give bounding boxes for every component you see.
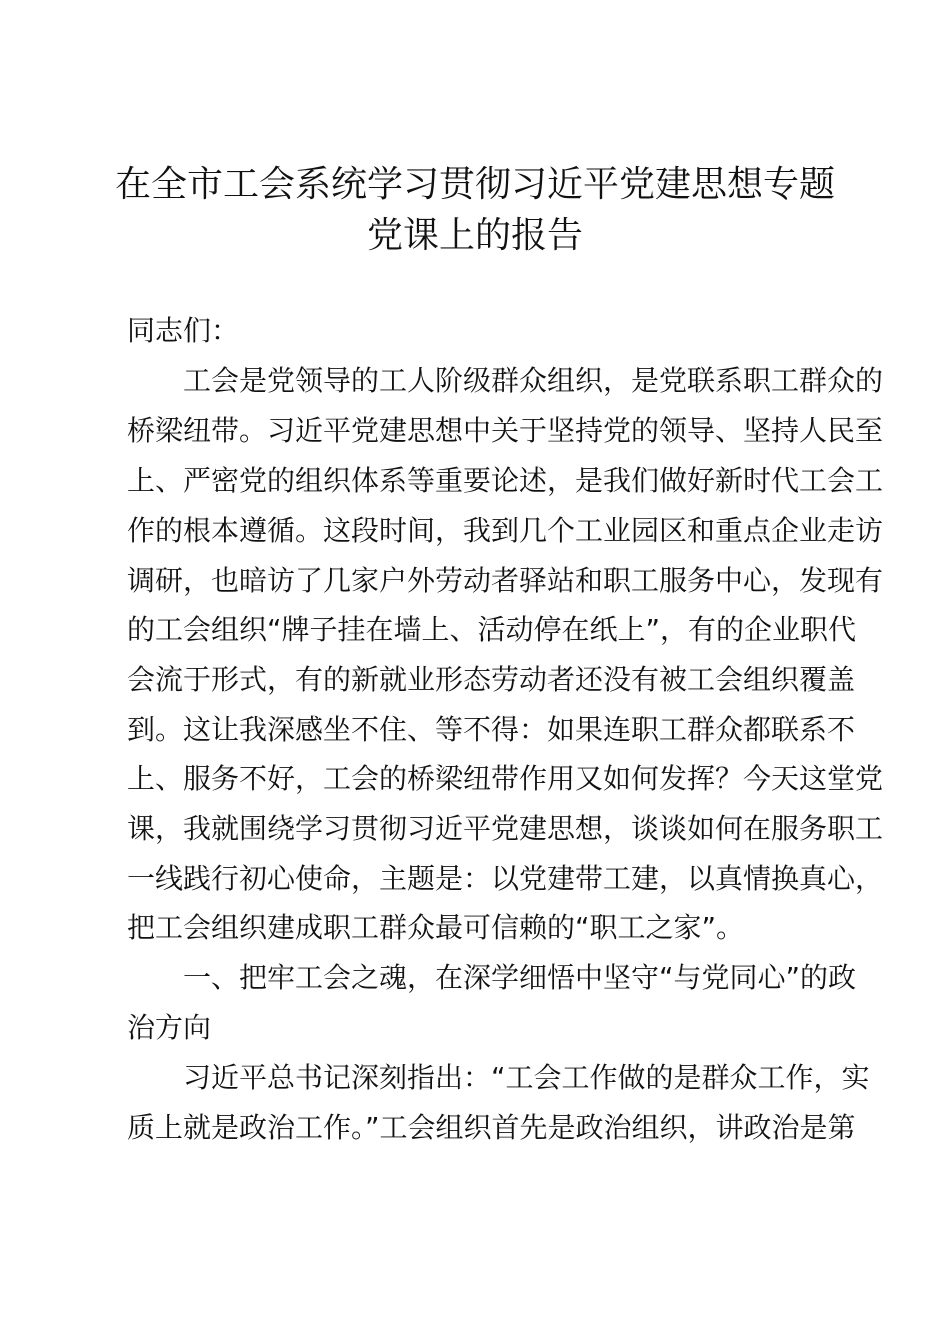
paragraph-1-line: 上、严密党的组织体系等重要论述，是我们做好新时代工会工 bbox=[127, 464, 884, 497]
document-title-line-1: 在全市工会系统学习贯彻习近平党建思想专题 bbox=[114, 164, 835, 205]
paragraph-1-line: 一线践行初心使命，主题是：以党建带工建，以真情换真心， bbox=[127, 862, 884, 895]
paragraph-1-line: 作的根本遵循。这段时间，我到几个工业园区和重点企业走访 bbox=[127, 514, 884, 547]
paragraph-1-line: 会流于形式，有的新就业形态劳动者还没有被工会组织覆盖 bbox=[127, 663, 856, 696]
paragraph-1-line: 的工会组织“牌子挂在墙上、活动停在纸上”，有的企业职代 bbox=[127, 613, 857, 646]
section-heading-1-line: 一、把牢工会之魂，在深学细悟中坚守“与党同心”的政 bbox=[183, 961, 857, 994]
paragraph-1-line: 课，我就围绕学习贯彻习近平党建思想，谈谈如何在服务职工 bbox=[127, 812, 884, 845]
salutation: 同志们： bbox=[127, 314, 240, 347]
paragraph-2-line: 质上就是政治工作。”工会组织首先是政治组织，讲政治是第 bbox=[127, 1111, 856, 1144]
paragraph-1-line: 上、服务不好，工会的桥梁纽带作用又如何发挥？今天这堂党 bbox=[127, 762, 884, 795]
paragraph-1-line: 工会是党领导的工人阶级群众组织，是党联系职工群众的 bbox=[183, 364, 884, 397]
paragraph-1-line: 到。这让我深感坐不住、等不得：如果连职工群众都联系不 bbox=[127, 713, 856, 746]
document-title-line-2: 党课上的报告 bbox=[366, 215, 583, 256]
paragraph-1-line: 把工会组织建成职工群众最可信赖的“职工之家”。 bbox=[127, 911, 745, 944]
paragraph-1-line: 调研，也暗访了几家户外劳动者驿站和职工服务中心，发现有 bbox=[127, 564, 884, 597]
section-heading-1-line: 治方向 bbox=[127, 1011, 212, 1044]
paragraph-2-line: 习近平总书记深刻指出：“工会工作做的是群众工作，实 bbox=[183, 1061, 870, 1094]
paragraph-1-line: 桥梁纽带。习近平党建思想中关于坚持党的领导、坚持人民至 bbox=[127, 414, 884, 447]
